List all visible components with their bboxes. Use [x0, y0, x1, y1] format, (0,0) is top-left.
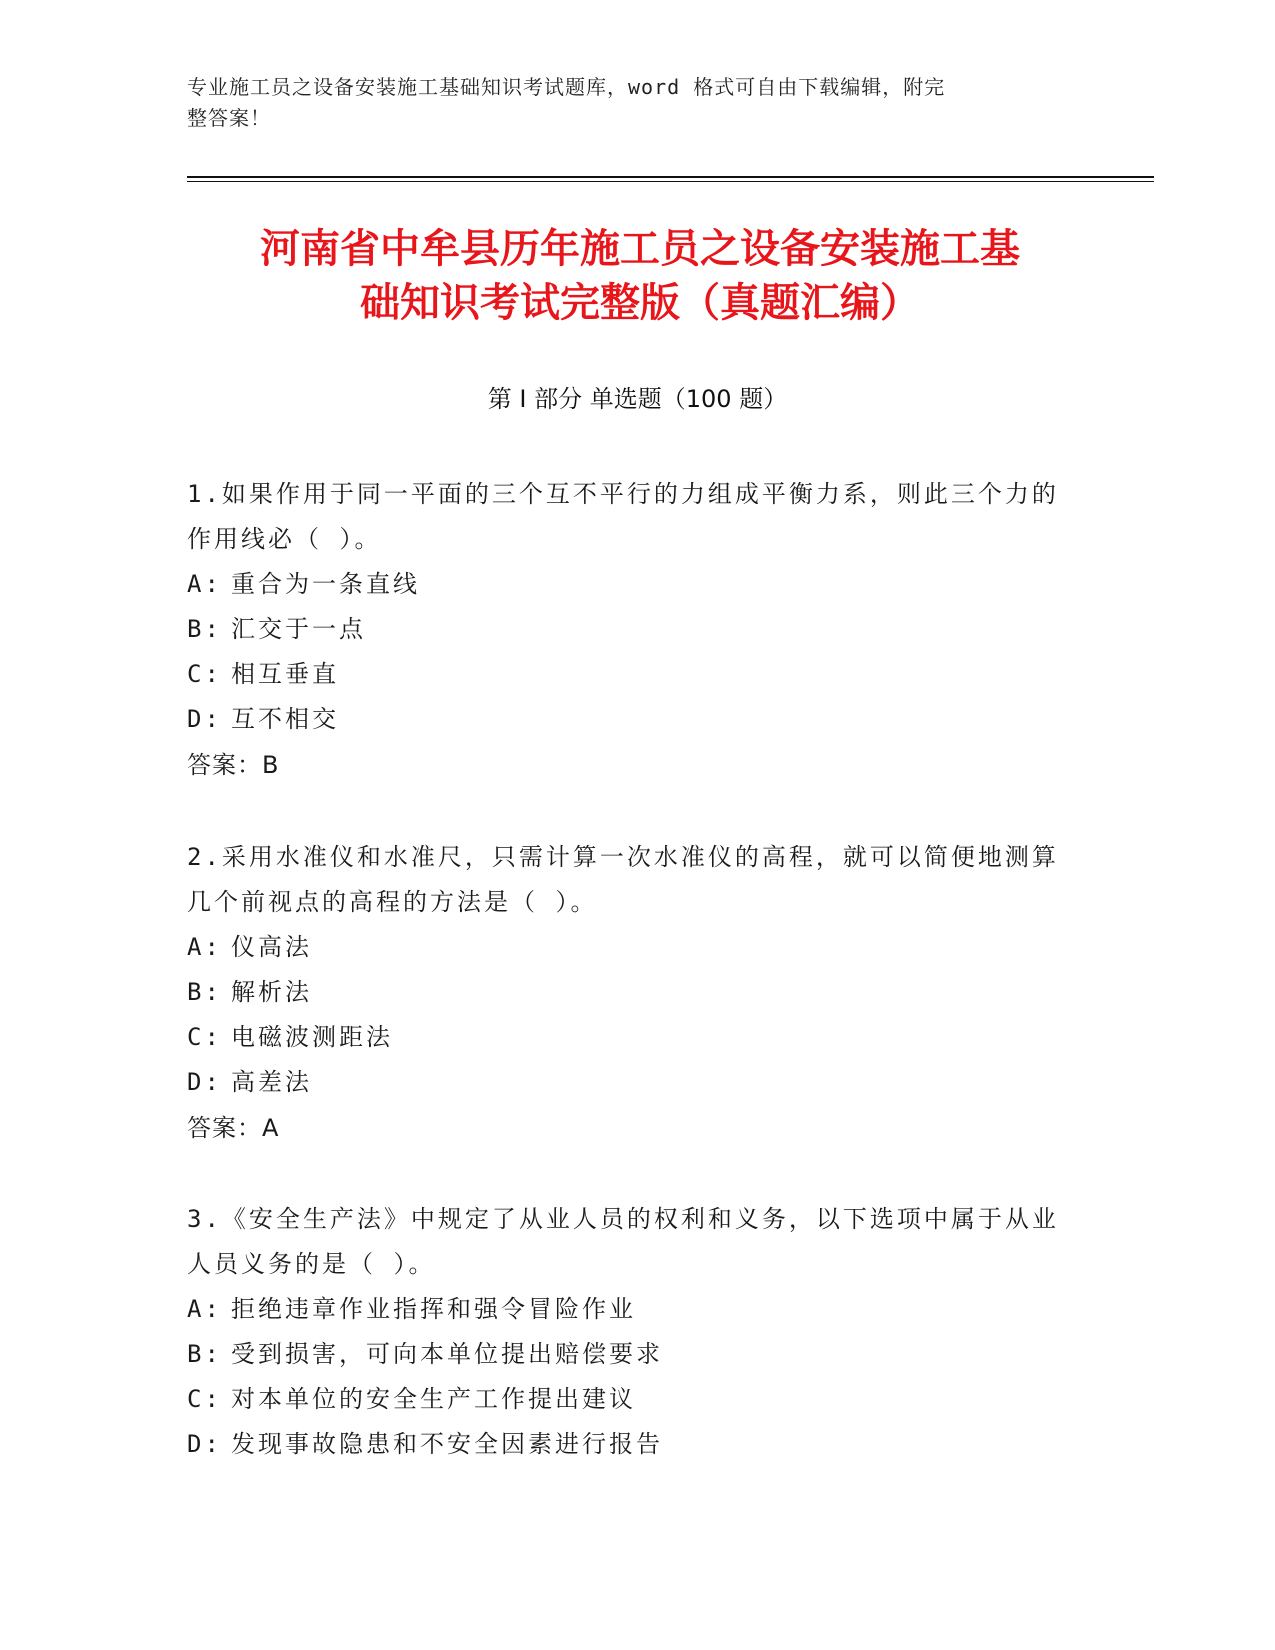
question-1	[187, 472, 1067, 788]
option-text: 拒绝违章作业指挥和强令冒险作业	[231, 1295, 636, 1323]
option-key: C:	[187, 1385, 222, 1413]
question-3	[187, 1197, 1067, 1467]
option-a	[187, 562, 1067, 607]
option-d	[187, 1060, 1067, 1105]
answer-label: 答案：A	[187, 1114, 280, 1142]
option-b	[187, 970, 1067, 1015]
option-text: 解析法	[231, 978, 312, 1006]
header-divider-thick	[187, 176, 1154, 178]
option-d	[187, 697, 1067, 742]
option-key: D:	[187, 1068, 222, 1096]
option-b	[187, 1332, 1067, 1377]
option-d	[187, 1422, 1067, 1467]
option-text: 仪高法	[231, 933, 312, 961]
option-key: A:	[187, 570, 222, 598]
option-text: 电磁波测距法	[231, 1023, 393, 1051]
option-text: 相互垂直	[231, 660, 339, 688]
option-a	[187, 1287, 1067, 1332]
question-stem: 2.采用水准仪和水准尺，只需计算一次水准仪的高程，就可以简便地测算几个前视点的高程的方法是（ ）。	[187, 843, 1059, 916]
option-text: 高差法	[231, 1068, 312, 1096]
option-text: 重合为一条直线	[231, 570, 420, 598]
option-key: C:	[187, 1023, 222, 1051]
section-heading: 第 I 部分 单选题（100 题）	[487, 385, 788, 413]
option-key: B:	[187, 978, 222, 1006]
option-key: A:	[187, 933, 222, 961]
question-stem: 1.如果作用于同一平面的三个互不平行的力组成平衡力系，则此三个力的作用线必（ ）。	[187, 480, 1059, 553]
title-line-1: 河南省中牟县历年施工员之设备安装施工基	[260, 226, 1020, 272]
answer-label: 答案：B	[187, 751, 280, 779]
option-key: D:	[187, 705, 222, 733]
option-c	[187, 1015, 1067, 1060]
option-key: B:	[187, 615, 222, 643]
title-line-2: 础知识考试完整版（真题汇编）	[360, 280, 920, 326]
option-key: A:	[187, 1295, 222, 1323]
question-stem: 3.《安全生产法》中规定了从业人员的权利和义务，以下选项中属于从业人员义务的是（ ）。	[187, 1205, 1059, 1278]
document-header	[187, 72, 1067, 134]
option-c	[187, 1377, 1067, 1422]
header-line-2: 整答案！	[187, 106, 271, 130]
document-title	[150, 222, 1130, 330]
question-2	[187, 835, 1067, 1151]
option-text: 互不相交	[231, 705, 339, 733]
option-text: 发现事故隐患和不安全因素进行报告	[231, 1430, 663, 1458]
option-a	[187, 925, 1067, 970]
option-text: 受到损害，可向本单位提出赔偿要求	[231, 1340, 663, 1368]
option-b	[187, 607, 1067, 652]
header-line-1: 专业施工员之设备安装施工基础知识考试题库，word 格式可自由下载编辑，附完	[187, 75, 946, 99]
option-text: 汇交于一点	[231, 615, 366, 643]
option-text: 对本单位的安全生产工作提出建议	[231, 1385, 636, 1413]
option-key: C:	[187, 660, 222, 688]
option-key: B:	[187, 1340, 222, 1368]
option-c	[187, 652, 1067, 697]
header-divider-thin	[187, 181, 1154, 182]
option-key: D:	[187, 1430, 222, 1458]
